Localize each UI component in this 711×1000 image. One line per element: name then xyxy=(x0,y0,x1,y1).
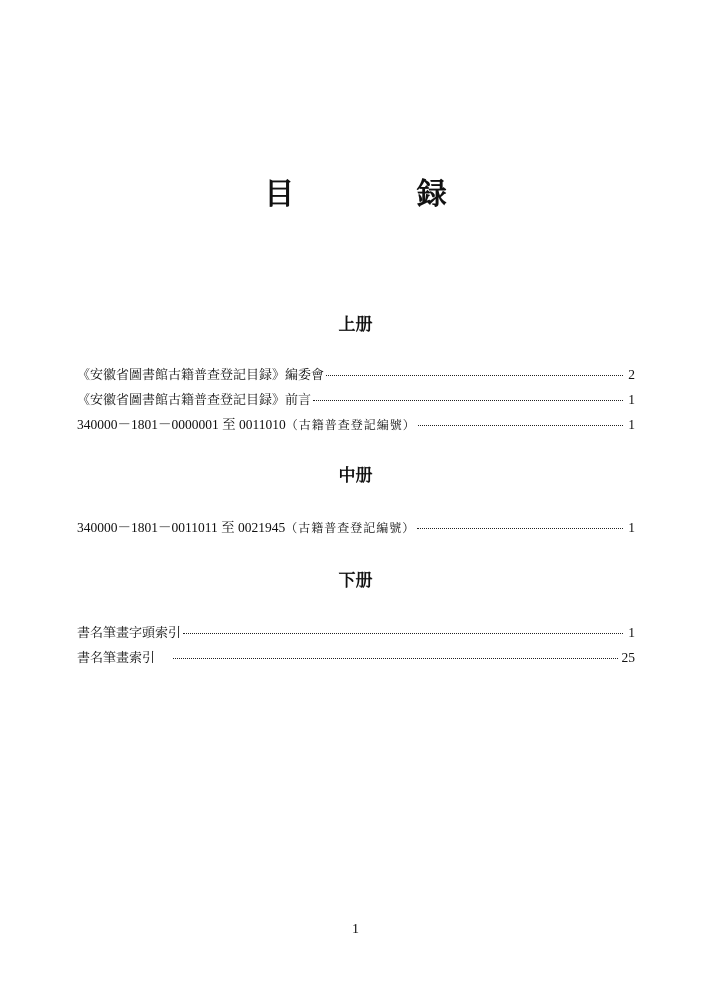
toc-list-volume-2 xyxy=(77,517,635,542)
toc-entry-label: 書名筆畫索引 xyxy=(77,651,156,666)
toc-entry-page: 1 xyxy=(628,520,635,535)
registration-number-note: （古籍普查登記編號） xyxy=(285,521,416,535)
registration-number-note: （古籍普查登記編號） xyxy=(285,418,416,432)
page-title: 目 録 xyxy=(264,177,503,212)
registration-number-range: 340000－1801－0011011 至 0021945 xyxy=(77,520,286,535)
toc-entry-page: 1 xyxy=(628,417,635,432)
toc-list-volume-1 xyxy=(77,364,635,439)
toc-entry-page: 25 xyxy=(621,650,635,665)
toc-entry-page: 1 xyxy=(628,625,635,640)
toc-entry-page: 2 xyxy=(628,367,635,382)
toc-list-volume-3 xyxy=(77,622,635,672)
toc-entry[interactable] xyxy=(77,647,635,672)
dot-leader xyxy=(417,514,623,529)
toc-entry[interactable] xyxy=(77,517,635,542)
toc-entry-label: 《安徽省圖書館古籍普查登記目録》前言 xyxy=(77,393,312,408)
toc-entry-label xyxy=(77,520,415,537)
section-heading-volume-2: 中册 xyxy=(338,466,373,486)
dot-leader xyxy=(418,411,623,426)
toc-entry-label xyxy=(77,417,416,434)
page-number: 1 xyxy=(352,922,359,937)
toc-entry-page: 1 xyxy=(628,392,635,407)
toc-entry[interactable] xyxy=(77,414,635,439)
dot-leader xyxy=(183,619,623,634)
dot-leader xyxy=(313,386,623,401)
section-heading-volume-1: 上册 xyxy=(338,315,373,335)
toc-entry-label: 《安徽省圖書館古籍普查登記目録》編委會 xyxy=(77,368,325,383)
dot-leader xyxy=(173,644,617,659)
registration-number-range: 340000－1801－0000001 至 0011010 xyxy=(77,417,286,432)
section-heading-volume-3: 下册 xyxy=(338,571,373,591)
dot-leader xyxy=(326,361,623,376)
toc-entry-label: 書名筆畫字頭索引 xyxy=(77,626,182,641)
